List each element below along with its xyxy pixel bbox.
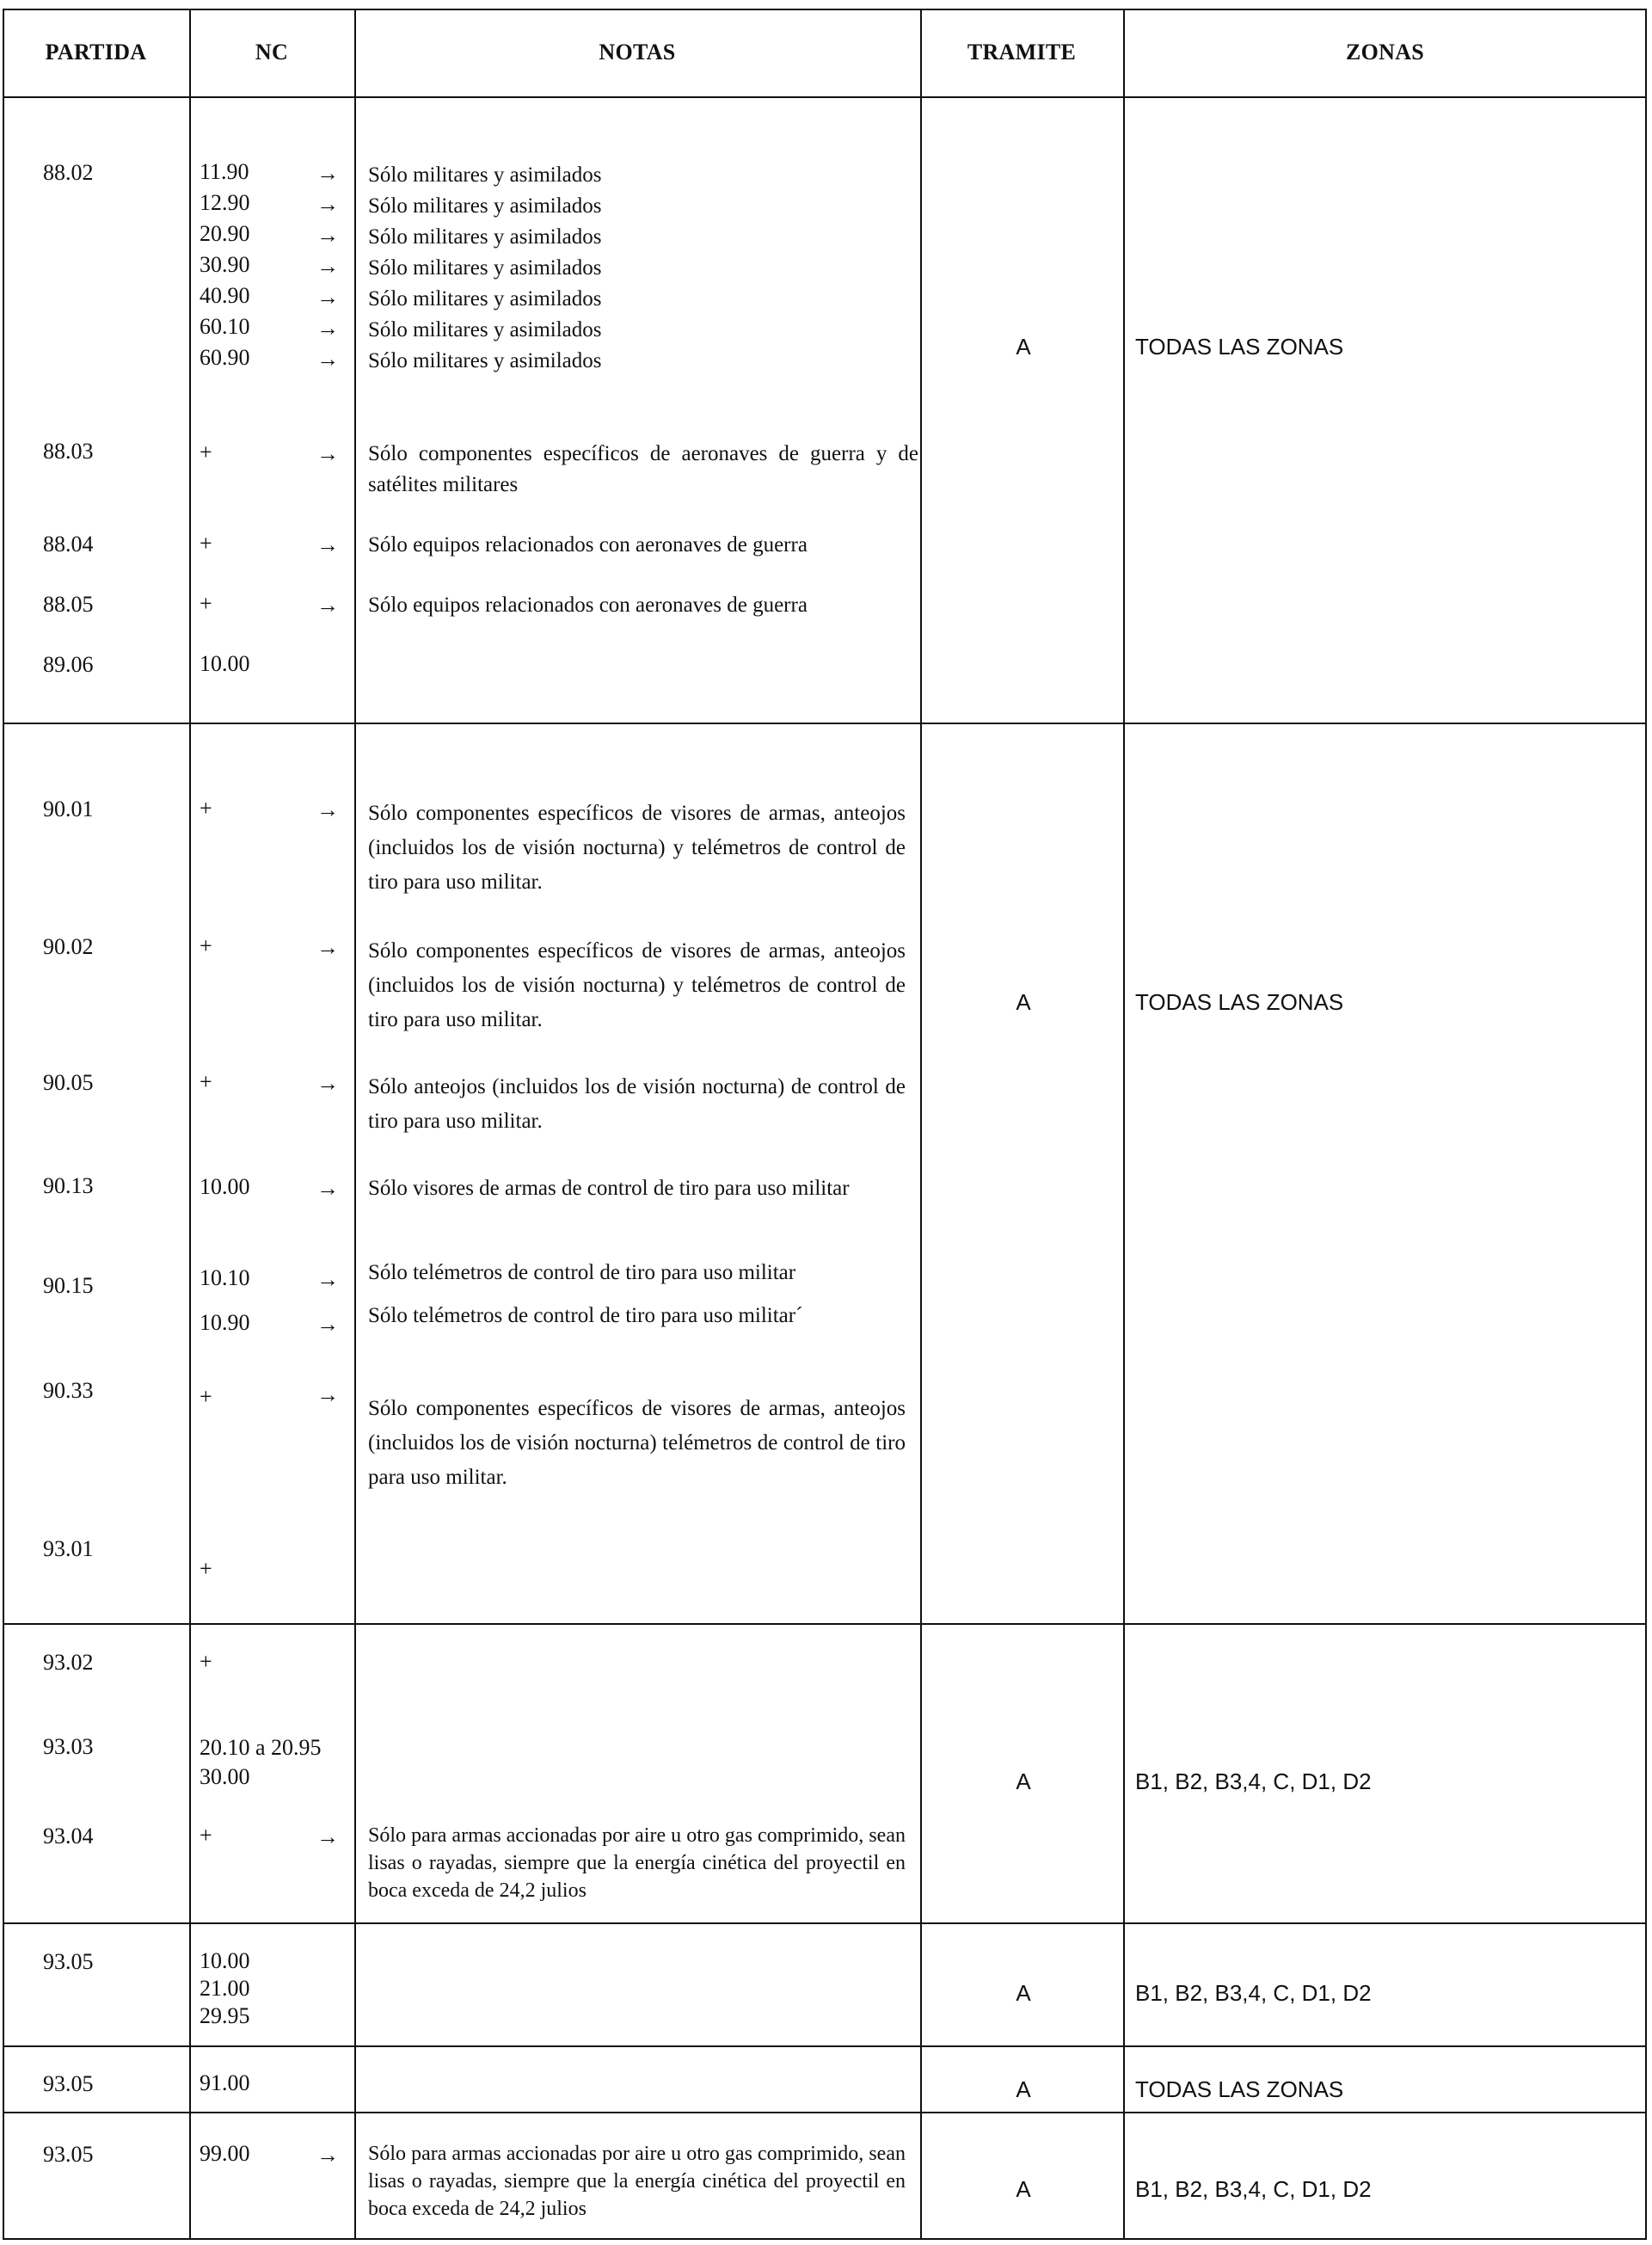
nota-text: Sólo visores de armas de control de tiro para uso militar: [368, 1177, 850, 1200]
section-divider: [3, 723, 1647, 724]
nota-text: Sólo militares y asimilados: [368, 163, 602, 187]
nota-text: Sólo componentes específicos de visores de armas, anteojos (incluidos los de visión nocturna) telémetros de control de tiro para uso militar.: [368, 1397, 906, 1489]
header-tramite: TRAMITE: [967, 40, 1077, 65]
arrow-icon: →: [316, 1312, 339, 1337]
nc-code: 20.90: [200, 221, 250, 246]
partida-code: 88.02: [43, 160, 94, 185]
arrow-icon: →: [316, 223, 339, 248]
arrow-icon: →: [316, 1071, 339, 1096]
nota-text: Sólo anteojos (incluidos los de visión nocturna) de control de tiro para uso militar.: [368, 1075, 906, 1133]
nota-text: Sólo equipos relacionados con aeronaves de guerra: [368, 533, 808, 557]
nota-text: Sólo componentes específicos de visores de armas, anteojos (incluidos los de visión nocturna) y telémetros de control de tiro para uso militar.: [368, 802, 906, 894]
arrow-icon: →: [316, 2143, 339, 2168]
nc-code: +: [200, 796, 212, 821]
nota-text: Sólo militares y asimilados: [368, 194, 602, 218]
nc-code: 12.90: [200, 190, 250, 215]
partida-code: 93.01: [43, 1536, 94, 1561]
section-tramite: A: [1016, 334, 1031, 360]
partida-code: 93.05: [43, 2071, 94, 2096]
nc-code: 10.00: [200, 651, 250, 676]
nc-code: 29.95: [200, 2003, 250, 2028]
nota-text: Sólo componentes específicos de visores de armas, anteojos (incluidos los de visión nocturna) y telémetros de control de tiro para uso militar.: [368, 939, 906, 1031]
arrow-icon: →: [316, 1824, 339, 1849]
nota-text: Sólo militares y asimilados: [368, 318, 602, 341]
nc-code: 10.00: [200, 1174, 250, 1199]
nota-text: Sólo militares y asimilados: [368, 349, 602, 372]
arrow-icon: →: [316, 316, 339, 341]
arrow-icon: →: [316, 161, 339, 186]
header-divider: [3, 96, 1647, 98]
nota-text: Sólo militares y asimilados: [368, 287, 602, 311]
section-tramite: A: [1016, 2076, 1031, 2102]
arrow-icon: →: [316, 1382, 339, 1407]
nota-text: Sólo componentes específicos de aeronaves de guerra y de satélites militares: [368, 442, 918, 496]
section-zonas: TODAS LAS ZONAS: [1135, 334, 1344, 360]
partida-code: 90.13: [43, 1173, 94, 1198]
section-divider: [3, 2112, 1647, 2113]
nc-code: +: [200, 1069, 212, 1094]
column-divider: [354, 9, 356, 2240]
arrow-icon: →: [316, 593, 339, 618]
section-zonas: B1, B2, B3,4, C, D1, D2: [1135, 1768, 1372, 1794]
section-divider: [3, 1623, 1647, 1625]
arrow-icon: →: [316, 935, 339, 960]
nc-code: 10.00: [200, 1948, 250, 1973]
partida-code: 90.05: [43, 1070, 94, 1095]
column-divider: [920, 9, 922, 2240]
column-divider: [1123, 9, 1125, 2240]
partida-code: 90.02: [43, 934, 94, 959]
arrow-icon: →: [316, 1176, 339, 1201]
nc-code: +: [200, 591, 212, 616]
arrow-icon: →: [316, 441, 339, 466]
section-zonas: TODAS LAS ZONAS: [1135, 989, 1344, 1015]
partida-code: 93.02: [43, 1650, 94, 1675]
section-zonas: TODAS LAS ZONAS: [1135, 2076, 1344, 2102]
nota-text: Sólo equipos relacionados con aeronaves de guerra: [368, 594, 808, 617]
nc-code: 40.90: [200, 283, 250, 308]
nc-code: 10.10: [200, 1265, 250, 1290]
section-tramite: A: [1016, 1980, 1031, 2006]
section-divider: [3, 2045, 1647, 2047]
partida-code: 93.05: [43, 1949, 94, 1974]
nota-text: Sólo telémetros de control de tiro para uso militar´: [368, 1304, 803, 1327]
section-tramite: A: [1016, 989, 1031, 1015]
arrow-icon: →: [316, 254, 339, 279]
column-divider: [189, 9, 191, 2240]
nc-code: +: [200, 531, 212, 556]
arrow-icon: →: [316, 285, 339, 310]
arrow-icon: →: [316, 797, 339, 822]
section-divider: [3, 1922, 1647, 1924]
section-tramite: A: [1016, 2176, 1031, 2202]
partida-code: 88.05: [43, 592, 94, 617]
partida-code: 93.04: [43, 1824, 94, 1848]
nota-text: Sólo para armas accionadas por aire u otro gas comprimido, sean lisas o rayadas, siempre que la energía cinética del proyectil en boca exceda de 24,2 julios: [368, 2143, 906, 2220]
arrow-icon: →: [316, 532, 339, 557]
partida-code: 90.15: [43, 1273, 94, 1298]
nota-text: Sólo telémetros de control de tiro para uso militar: [368, 1261, 796, 1284]
nc-code: 99.00: [200, 2141, 250, 2166]
partida-code: 93.05: [43, 2142, 94, 2167]
header-partida: PARTIDA: [45, 40, 147, 65]
nc-code: 60.90: [200, 345, 250, 370]
partida-code: 93.03: [43, 1734, 94, 1759]
nc-code: 10.90: [200, 1310, 250, 1335]
partida-code: 88.03: [43, 439, 94, 464]
nota-text: Sólo militares y asimilados: [368, 225, 602, 249]
section-zonas: B1, B2, B3,4, C, D1, D2: [1135, 1980, 1372, 2006]
header-notas: NOTAS: [599, 40, 676, 65]
header-nc: NC: [255, 40, 289, 65]
nota-text: Sólo militares y asimilados: [368, 256, 602, 280]
arrow-icon: →: [316, 192, 339, 217]
nc-code: +: [200, 1823, 212, 1848]
nc-code: +: [200, 1649, 212, 1674]
partida-code: 88.04: [43, 532, 94, 557]
header-zonas: ZONAS: [1345, 40, 1425, 65]
partida-code: 90.33: [43, 1378, 94, 1403]
nc-code: 20.10 a 20.95: [200, 1735, 322, 1760]
nc-code: +: [200, 440, 212, 464]
nc-code: +: [200, 1384, 212, 1409]
nota-text: Sólo para armas accionadas por aire u otro gas comprimido, sean lisas o rayadas, siempre que la energía cinética del proyectil en boca exceda de 24,2 julios: [368, 1824, 906, 1902]
nc-code: +: [200, 933, 212, 958]
nc-code: 21.00: [200, 1976, 250, 2001]
nc-code: +: [200, 1556, 212, 1581]
section-zonas: B1, B2, B3,4, C, D1, D2: [1135, 2176, 1372, 2202]
partida-code: 90.01: [43, 797, 94, 821]
nc-code: 11.90: [200, 159, 249, 184]
nc-code: 30.00: [200, 1764, 250, 1789]
nc-code: 91.00: [200, 2070, 250, 2095]
nc-code: 30.90: [200, 252, 250, 277]
arrow-icon: →: [316, 347, 339, 372]
arrow-icon: →: [316, 1267, 339, 1292]
nc-code: 60.10: [200, 314, 250, 339]
partida-code: 89.06: [43, 652, 94, 677]
section-tramite: A: [1016, 1768, 1031, 1794]
